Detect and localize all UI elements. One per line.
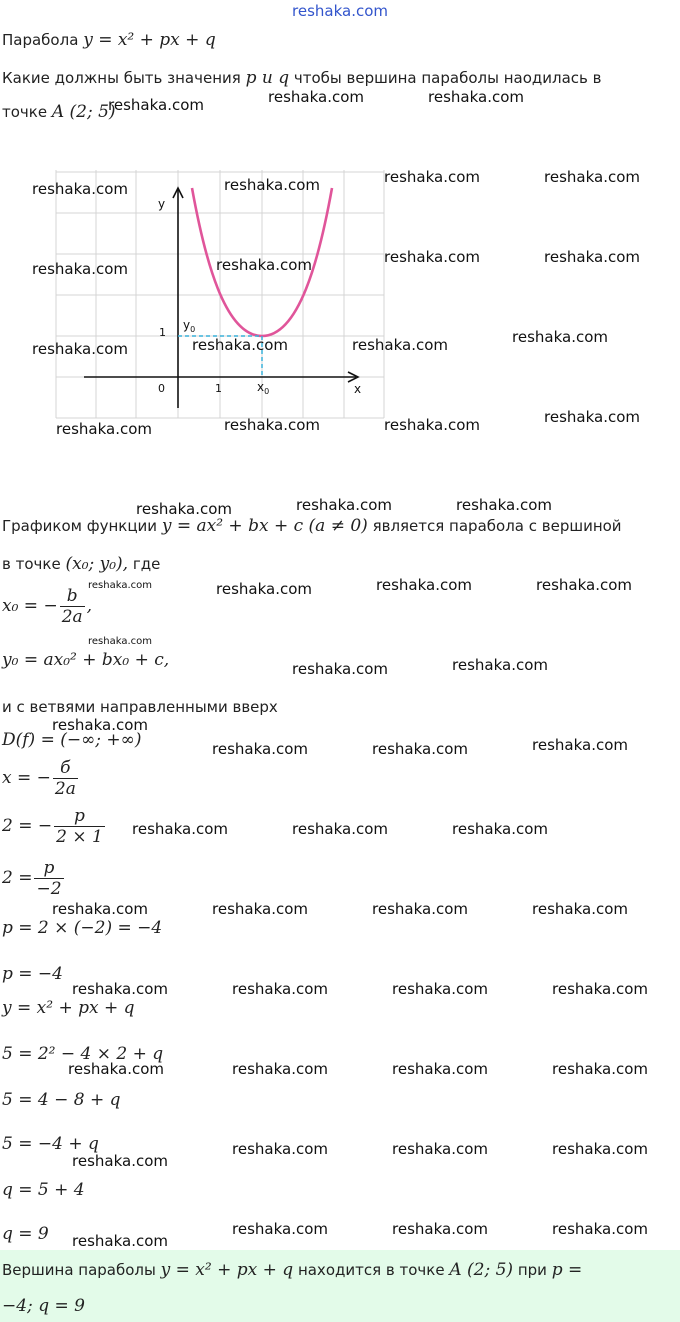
watermark: reshaka.com (552, 1140, 648, 1158)
branches-text: и с ветвями направленными вверх (2, 698, 278, 716)
question-suffix: чтобы вершина параболы наодилась в (293, 69, 602, 87)
watermark: reshaka.com (52, 900, 148, 918)
step3-denominator: −2 (36, 879, 62, 899)
watermark: reshaka.com (232, 1140, 328, 1158)
watermark: reshaka.com (32, 340, 128, 358)
watermark: reshaka.com (56, 420, 152, 438)
step-q-result: q = 9 (2, 1224, 49, 1244)
watermark: reshaka.com (72, 980, 168, 998)
watermark: reshaka.com (232, 980, 328, 998)
y-axis-label: y (158, 197, 166, 211)
watermark: reshaka.com (212, 900, 308, 918)
step-p-result: p = −4 (2, 964, 63, 984)
step2-numerator: p (74, 806, 85, 826)
explanation-line2-formula: (x₀; y₀), (65, 554, 129, 574)
watermark: reshaka.com (232, 1060, 328, 1078)
watermark: reshaka.com (372, 900, 468, 918)
answer-line1 (2, 1260, 582, 1280)
watermark: reshaka.com (456, 496, 552, 514)
answer-point: A (2; 5) (449, 1260, 514, 1280)
watermark: reshaka.com (384, 248, 480, 266)
origin-label: 0 (158, 382, 165, 395)
site-link[interactable]: reshaka.com (292, 2, 388, 20)
step-simplify (2, 858, 66, 899)
step-substitute (2, 806, 107, 847)
watermark: reshaka.com (32, 180, 128, 198)
watermark: reshaka.com (552, 980, 648, 998)
watermark: reshaka.com (428, 88, 524, 106)
watermark: reshaka.com (268, 88, 364, 106)
x0-denominator: 2a (61, 607, 83, 627)
watermark: reshaka.com (392, 1220, 488, 1238)
x0-fraction (60, 586, 85, 627)
step-compute-2: 5 = −4 + q (2, 1134, 99, 1154)
watermark: reshaka.com (536, 576, 632, 594)
watermark: reshaka.com (452, 656, 548, 674)
watermark: reshaka.com (232, 1220, 328, 1238)
step-function: y = x² + px + q (2, 998, 135, 1018)
answer-box (0, 1250, 680, 1322)
step3-fraction (34, 858, 63, 899)
explanation-line1-formula: y = ax² + bx + c (a ≠ 0) (161, 516, 368, 536)
domain-formula: D(f) = (−∞; +∞) (2, 730, 142, 750)
watermark: reshaka.com (384, 168, 480, 186)
watermark: reshaka.com (532, 900, 628, 918)
step-q-calc: q = 5 + 4 (2, 1180, 85, 1200)
question-prefix: Какие должны быть значения (2, 69, 241, 87)
x0-numerator: b (66, 586, 78, 606)
watermark: reshaka.com (544, 408, 640, 426)
watermark: reshaka.com (552, 1220, 648, 1238)
explanation-line2 (2, 554, 160, 574)
watermark: reshaka.com (292, 820, 388, 838)
step3-lhs: 2 = (2, 868, 33, 888)
watermark: reshaka.com (392, 980, 488, 998)
explanation-line1 (2, 516, 622, 536)
watermark: reshaka.com (376, 576, 472, 594)
x-axis-label: x (354, 382, 362, 396)
watermark: reshaka.com (72, 1152, 168, 1170)
x0-tail: , (86, 596, 93, 616)
watermark: reshaka.com (212, 740, 308, 758)
step-vertex-formula (2, 758, 80, 799)
watermark: reshaka.com (544, 168, 640, 186)
question-vars: p и q (245, 68, 290, 88)
step-p-calc: p = 2 × (−2) = −4 (2, 918, 163, 938)
answer-middle: находится в точке (297, 1261, 445, 1279)
watermark: reshaka.com (216, 256, 312, 274)
x0-formula (2, 586, 92, 627)
watermark: reshaka.com (216, 580, 312, 598)
step2-fraction (54, 806, 105, 847)
watermark: reshaka.com (532, 736, 628, 754)
watermark: reshaka.com (72, 1232, 168, 1250)
watermark: reshaka.com (352, 336, 448, 354)
explanation-line2-suffix: где (132, 555, 161, 573)
step1-denominator: 2a (54, 779, 76, 799)
step1-lhs: x = − (2, 768, 51, 788)
explanation-line2-prefix: в точке (2, 555, 61, 573)
answer-suffix: при (517, 1261, 547, 1279)
x0-label: $x_0$ (257, 380, 270, 396)
question-line2-prefix: точке (2, 103, 48, 121)
x0-lhs: x₀ = − (2, 596, 58, 616)
step-substitute-point: 5 = 2² − 4 × 2 + q (2, 1044, 164, 1064)
watermark: reshaka.com (68, 1060, 164, 1078)
answer-line2: −4; q = 9 (2, 1296, 85, 1316)
explanation-line1-prefix: Графиком функции (2, 517, 158, 535)
watermark: reshaka.com (136, 500, 232, 518)
watermark: reshaka.com (392, 1140, 488, 1158)
watermark: reshaka.com (52, 716, 148, 734)
watermark: reshaka.com (512, 328, 608, 346)
step2-denominator: 2 × 1 (56, 827, 103, 847)
watermark: reshaka.com (132, 820, 228, 838)
problem-title-label: Парабола (2, 31, 79, 49)
y0-formula: y₀ = ax₀² + bx₀ + c, (2, 650, 170, 670)
problem-title-formula: y = x² + px + q (83, 30, 216, 50)
step1-fraction (53, 758, 78, 799)
watermark: reshaka.com (32, 260, 128, 278)
answer-p-eq: p = (551, 1260, 583, 1280)
watermark: reshaka.com (296, 496, 392, 514)
watermark: reshaka.com (88, 636, 152, 647)
step-compute: 5 = 4 − 8 + q (2, 1090, 121, 1110)
answer-formula: y = x² + px + q (160, 1260, 294, 1280)
watermark: reshaka.com (108, 96, 204, 114)
step2-lhs: 2 = − (2, 816, 53, 836)
watermark: reshaka.com (192, 336, 288, 354)
parabola-graph (0, 0, 680, 460)
step3-numerator: p (43, 858, 55, 878)
watermark: reshaka.com (224, 416, 320, 434)
watermark: reshaka.com (384, 416, 480, 434)
watermark: reshaka.com (544, 248, 640, 266)
step1-numerator: б (60, 758, 71, 778)
x-tick-label: 1 (215, 382, 222, 395)
y0-label: $y_0$ (183, 318, 196, 334)
watermark: reshaka.com (452, 820, 548, 838)
watermark: reshaka.com (392, 1060, 488, 1078)
explanation-line1-suffix: является парабола с вершиной (372, 517, 622, 535)
watermark: reshaka.com (292, 660, 388, 678)
watermark: reshaka.com (88, 580, 152, 591)
watermark: reshaka.com (224, 176, 320, 194)
watermark: reshaka.com (372, 740, 468, 758)
y-tick-label: 1 (159, 326, 166, 339)
answer-prefix: Вершина параболы (2, 1261, 156, 1279)
watermark: reshaka.com (552, 1060, 648, 1078)
question-point: A (2; 5) (51, 102, 116, 122)
